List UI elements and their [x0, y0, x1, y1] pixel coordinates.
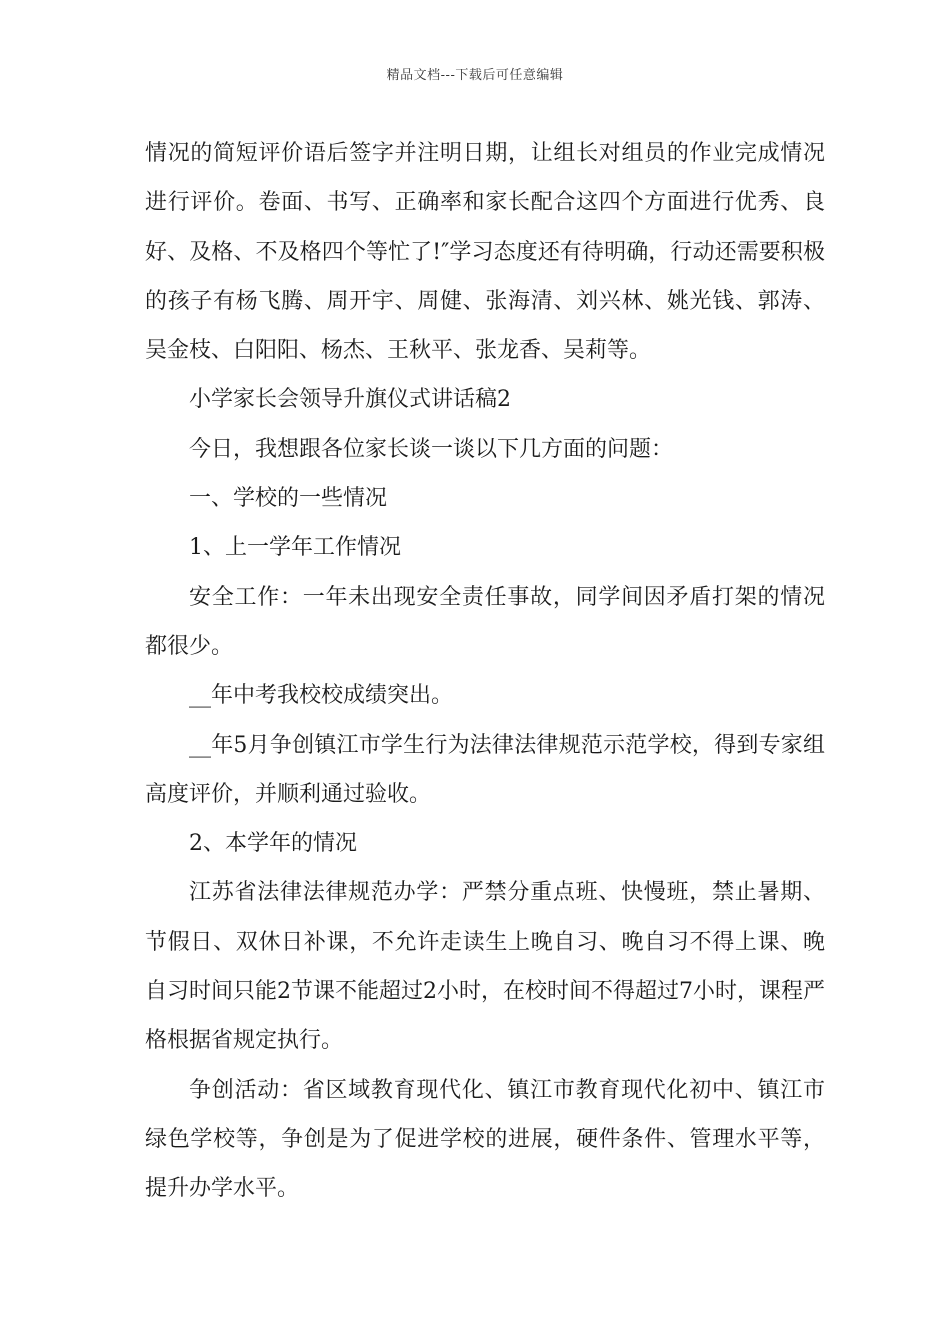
paragraph-model-school: __年5月争创镇江市学生行为法律法律规范示范学校，得到专家组高度评价，并顺利通过验收。: [145, 732, 825, 807]
subheading-last-year: 1、上一学年工作情况: [189, 535, 401, 561]
subheading-this-year: 2、本学年的情况: [189, 831, 357, 857]
page-header: 精品文档---下载后可任意编辑: [386, 68, 564, 83]
section-title: 小学家长会领导升旗仪式讲话稿2: [189, 387, 511, 413]
paragraph-intro: 今日，我想跟各位家长谈一谈以下几方面的问题：: [189, 436, 674, 462]
paragraph-exam-results: __年中考我校校成绩突出。: [189, 683, 454, 709]
paragraph-regulations: 江苏省法律法律规范办学：严禁分重点班、快慢班，禁止暑期、节假日、双休日补课，不允许走读生上晚自习、晚自习不得上课、晚自习时间只能2节课不能超过2小时，在校时间不得超过7小时，课程严格根据省规定执行。: [145, 880, 825, 1054]
paragraph-activities: 争创活动：省区域教育现代化、镇江市教育现代化初中、镇江市绿色学校等，争创是为了促进学校的进展，硬件条件、管理水平等，提升办学水平。: [145, 1077, 825, 1202]
paragraph-evaluation: 情况的简短评价语后签字并注明日期，让组长对组员的作业完成情况进行评价。卷面、书写、正确率和家长配合这四个方面进行优秀、良好、及格、不及格四个等忙了!″学习态度还有待明确，行动还需要积极的孩子有杨飞腾、周开宇、周健、张海清、刘兴林、姚光钱、郭涛、吴金枝、白阳阳、杨杰、王秋平、张龙香、吴莉等。: [145, 141, 825, 364]
document-body: [145, 129, 825, 1214]
paragraph-safety: 安全工作：一年未出现安全责任事故，同学间因矛盾打架的情况都很少。: [145, 584, 825, 659]
heading-school-situation: 一、学校的一些情况: [189, 486, 388, 512]
